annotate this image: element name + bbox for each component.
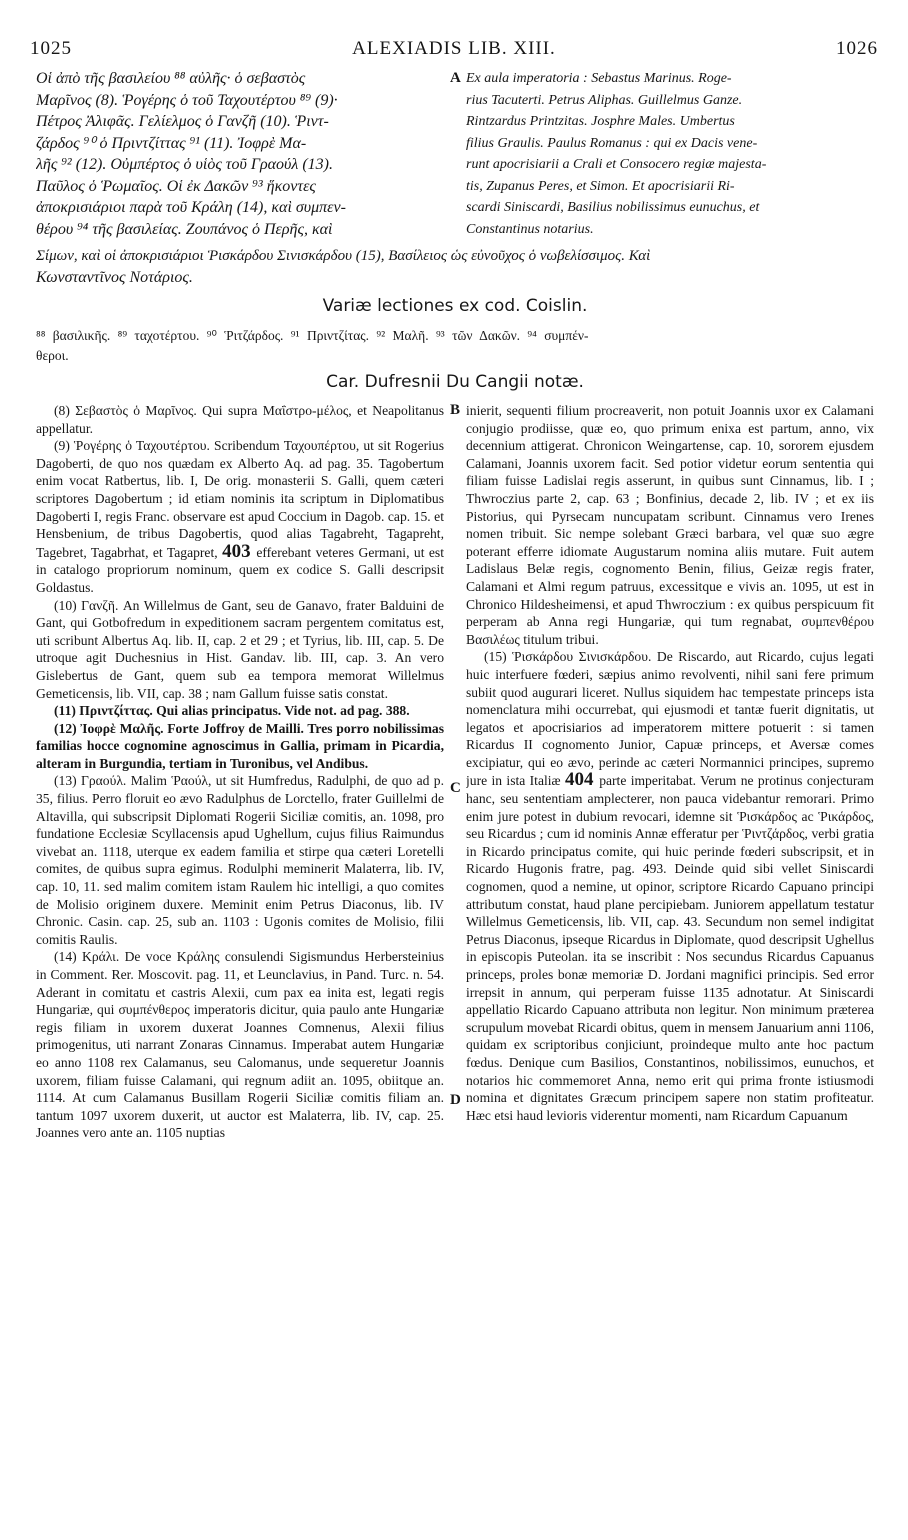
latin-line: filius Graulis. Paulus Romanus : qui ex Dacis vene- xyxy=(466,135,758,151)
greek-line: ζάρδος ⁹⁰ ὁ Πριντζίττας ⁹¹ (11). Ἰοφρὲ Μα- xyxy=(36,134,307,152)
latin-column xyxy=(466,68,874,244)
margin-letter-a: A xyxy=(450,70,461,86)
notes-right-column xyxy=(466,402,874,1524)
latin-line: tis, Zupanus Peres, et Simon. Et apocrisiarii Ri- xyxy=(466,178,735,194)
parallel-text xyxy=(36,68,874,244)
greek-line: λῆς ⁹² (12). Οὐμπέρτος ὁ υἱὸς τοῦ Γραούλ (13). xyxy=(36,156,333,173)
note-14-continued: inierit, sequenti filium procreaverit, non potuit Joannis uxor ex Calamani conjugio prodiisse, quæ eo, quo primum enixa est partum, anno, vix decennium attigerat. Chronicon Weingartense, cap. 10, sororem ejusdem Calamani, Joannis uxorem facit. Sed potior videtur eorum sententia qui filiam fuisse Ladislai regis asserunt, in quibus sunt Cinnamus, lib. I ; Thwroczius parte 2, cap. 63 ; Bonfinius, decade 2, lib. IV ; et ex iis Pistorius, qui Pyrsecam nuncupatam scribunt. Cinnamus vero Irenes nomen tribuit. Sic nempe solebant Græci barbara, vel quæ suo ægre poterant efferre idiomate Augustarum nomina aliis mutare. Fuit autem Ladislaus Belæ regis, cognomento Benin, filius, Geizæ regis frater, Calamani et Almi regum patruus, excessitque e vivis an. 1095, ut est in Chronico Hildesheimensi, et apud Thwroczium : ex quibus perspicuum fit perperam ab Anna regi Hungariæ, qui tum regnabat, συμπενθέρου Βασιλέως titulum tribui. xyxy=(466,403,874,647)
greek-column xyxy=(36,68,444,244)
latin-line: Rintzardus Printzitas. Josphre Males. Umbertus xyxy=(466,114,735,129)
greek-full-width xyxy=(36,246,874,288)
note-15: (15) Ῥισκάρδου Σινισκάρδου. De Riscardo, aut Ricardo, cujus legati huic interfuere fœderi, sæpius animo revolventi, nihil sani fere primum subiit quod augurari liceret. Nullus siquidem hac tempestate princeps ista nomenclatura mihi occurrebat, qui ejusmodi et tantæ fuerit dignitatis, ut legatos et apocrisiarios ad imperatorem mittere potuerit : si tamen Ricardus II cognomento Junior, Capuæ princeps, et Aversæ comes excipiatur, qui eo ævo, perinde ac cæteri Normannici principes, supremo jure in ista Italiæ 404 parte imperitabat. Verum ne protinus conjecturam hanc, seu sententiam amplecterer, non pauca videbantur remorari. Primo enim jure potest in dubium revocari, idemne sit Ῥισκάρδος ac Ῥικάρδος, seu Ricardus ; cum id nominis Annæ efferatur per Ῥιντζάρδος, verbi gratia in Ricardo principatus comite, qui huic perinde fœderi subscripsit, et in Ricardo Hugonis fratre, pag. 493. Deinde quid sibi vellet Siniscardi cognomen, quod a nemine, ut opinor, scriptore Ricardo Capuano principi attributum constat, haud plane percipiebam. Juniorem appellatum testatur Willelmus Gemeticensis, lib. VII, cap. 43. Secundum non semel indigitat Petrus Diaconus, ipseque Ricardus in Diplomate, quod descripsit Ughellus in episcopis Puteolan. ita se inscribit : Nos secundus Ricardus Capuanus princeps, proles bonæ memoriæ D. Jordani magnifici principis. Sed error irrepsit in annum, qui perperam fuisse 1135 adnotatur. At Siniscardi appellatio Ricardo Capuano attributa non legitur. Non minimum præterea scrupulum movebat Ricardi obitus, quem in mensem Januarium anni 1106, quidam ex scriptoribus conjiciunt, proindeque multo ante hoc pactum fœdus. Denique cum Basilios, Constantinos, nobilissimos, eunuchos, et notarios hic commemoret Anna, nemo erit qui prima fronte istiusmodi nomina et dignitates Græcum principem sapere non statim profiteatur. Hæc etsi haud levioris viderentur momenti, nam Ricardum Capuanum xyxy=(466,649,874,1123)
variants-title: Variæ lectiones ex cod. Coislin. xyxy=(322,296,588,316)
running-title: ALEXIADIS LIB. XIII. xyxy=(352,38,556,59)
margin-letter-b: B xyxy=(450,402,461,418)
notes-left-column xyxy=(36,402,444,1524)
latin-line: scardi Siniscardi, Basilius nobilissimus eunuchus, et xyxy=(466,200,760,215)
greek-line: θέρου ⁹⁴ τῆς βασιλείας. Ζουπάνος ὁ Περῆς, καὶ xyxy=(36,220,333,238)
page-number-left: 1025 xyxy=(30,38,72,59)
note-12: (12) Ἰοφρὲ Μαλῆς. Forte Joffroy de Mailli. Tres porro nobilissimas familias hocce cognomine agnoscimus in Gallia, primam in Picardia, alteram in Burgundia, tertiam in Turonibus, vel Andibus. xyxy=(36,720,444,771)
note-10: (10) Γανζῆ. An Willelmus de Gant, seu de Ganavo, frater Balduini de Gant, qui Gotbofredum in expeditionem sacram pergentem comitatus est, uti scribunt Albertus Aq. lib. II, cap. 2 et 29 ; et Tyrius, lib. III, cap. 5. De utroque agit Duchesnius in Hist. Gandav. lib. III, cap. 3. An vero Gislebertus de Gant, quem sub ea tempora memorat Willelmus Gemeticensis, lib. VII, cap. 38 ; nam Gallum fuisse satis constat. xyxy=(36,597,444,701)
variant-line: θεροι. xyxy=(36,348,69,363)
sheet-number-mark: 403 xyxy=(222,540,257,562)
margin-letter-c: C xyxy=(450,780,461,796)
variant-readings xyxy=(36,326,874,366)
greek-full-line: Σίμων, καὶ οἱ ἀποκρισιάριοι Ῥισκάρδου Σινισκάρδου (15), Βασίλειος ὡς εὐνοῦχος ὁ νωβελίσσιμος. Καὶ xyxy=(36,248,651,264)
margin-letter-d: D xyxy=(450,1092,461,1108)
latin-line: Constantinus notarius. xyxy=(466,221,594,237)
greek-line: ἀποκρισιάριοι παρὰ τοῦ Κράλη (14), καὶ συμπεν- xyxy=(36,199,346,216)
note-9: (9) Ῥογέρης ὁ Ταχουτέρτου. Scribendum Ταχουπέρτου, ut sit Rogerius Dagoberti, de quo nos quædam ex Alberto Aq. ad pag. 35. Tagobertum enim vocat Ratbertus, lib. I, De orig. monasterii S. Galli, quem cæteri scriptores Dagobertum ; id etiam nominis ita scriptum in Diplomatibus Dagoberti I, regis Franc. observare est apud Coccium in Dagob. cap. 15. et Hensbenium, de tribus Dagobertis, quod alias Tagabreht, Tagapreht, Tagebret, Tagabrhat, et Tagapret, 403 efferebant veteres Germani, ut est in catalogo propriorum nominum, quem ex codice S. Galli descripsit Goldastus. xyxy=(36,438,444,595)
notes-columns xyxy=(36,402,874,1524)
sheet-number-mark: 404 xyxy=(564,769,600,791)
latin-line: runt apocrisiarii a Crali et Consocero regiæ majesta- xyxy=(466,157,767,172)
notes-title: Car. Dufresnii Du Cangii notæ. xyxy=(326,372,584,392)
greek-line: Πέτρος Ἀλιφᾶς. Γελίελμος ὁ Γανζῆ (10). Ῥιντ- xyxy=(36,113,329,130)
greek-line: Παῦλος ὁ Ῥωμαῖος. Οἱ ἐκ Δακῶν ⁹³ ἥκοντες xyxy=(36,177,316,195)
running-header xyxy=(30,38,878,62)
greek-line: Οἱ ἀπὸ τῆς βασιλείου ⁸⁸ αὐλῆς· ὁ σεβαστὸς xyxy=(36,70,306,87)
note-11: (11) Πριντζίττας. Qui alias principatus. Vide not. ad pag. 388. xyxy=(54,703,410,719)
latin-line: Ex aula imperatoria : Sebastus Marinus. Roge- xyxy=(466,71,732,86)
note-13: (13) Γραούλ. Malim Ῥαούλ, ut sit Humfredus, Radulphi, de quo ad p. 35, filius. Perro floruit eo ævo Radulphus de Lorctello, frater Guillelmi de Altavilla, qui subscripsit Diplomati Rogerii Siciliæ comitis, an. 1098, pro fundatione Ecclesiæ Scyllacensis apud Ughellum, cujus filius Raimundus vivebat an. 1118, uterque ex eadem familia et stirpe qua cæteri Loretelli comites, de quibus supra egimus. Rodulphi meminerit Malaterra, lib. IV, cap. 10, 11. sed malim comitem istam Raulem hic intelligi, a quo comites de Molisio originem duxere. Meminit enim Petrus Diaconus, lib. IV Chronic. Casin. cap. 25, sub an. 1103 : Ugonis comites de Molisio, filii comitis Raulis. xyxy=(36,773,444,947)
greek-line: Μαρῖνος (8). Ῥογέρης ὁ τοῦ Ταχουτέρτου ⁸⁹ (9)· xyxy=(36,91,338,109)
variant-line: ⁸⁸ βασιλικῆς. ⁸⁹ ταχοτέρτου. ⁹⁰ Ῥιτζάρδος. ⁹¹ Πριντζίτας. ⁹² Μαλῆ. ⁹³ τῶν Δακῶν. ⁹⁴ συμπέν- xyxy=(36,328,589,343)
note-14: (14) Κράλι. De voce Κράλης consulendi Sigismundus Herbersteinius in Comment. Rer. Moscovit. pag. 11, et Leunclavius, in Pand. Turc. n. 54. Aderant in comitatu et castris Alexii, cum pax ea inita est, legati regis Hungariæ, qui συμπένθερος imperatoris dicitur, quia paulo ante Hungariæ regis filiam in uxorem duxerat Joannes Comnenus, Alexii filius primogenitus, uti narrant Zonaras Cinnamus. Imperabat autem Hungariæ eo anno 1108 rex Calamanus, seu Calomanus, unde sequeretur Joannis uxorem, filiam fuisse Calamani, qui regnum adiit an. 1095, obiitque an. 1114. At cum Calamanus Busillam Rogerii Siciliæ comitis filiam an. tantum 1097 uxorem duxerit, ut auctor est Malaterra, lib. IV, cap. 25. Joannes vero ante an. 1105 nuptias xyxy=(36,949,444,1141)
note-8: (8) Σεβαστὸς ὁ Μαρῖνος. Qui supra Μαΐστρο-μέλος, et Neapolitanus appellatur. xyxy=(36,403,444,436)
greek-full-line: Κωνσταντῖνος Νοτάριος. xyxy=(36,269,193,286)
latin-line: rius Tacuterti. Petrus Aliphas. Guillelmus Ganze. xyxy=(466,92,743,108)
page-number-right: 1026 xyxy=(836,38,878,59)
